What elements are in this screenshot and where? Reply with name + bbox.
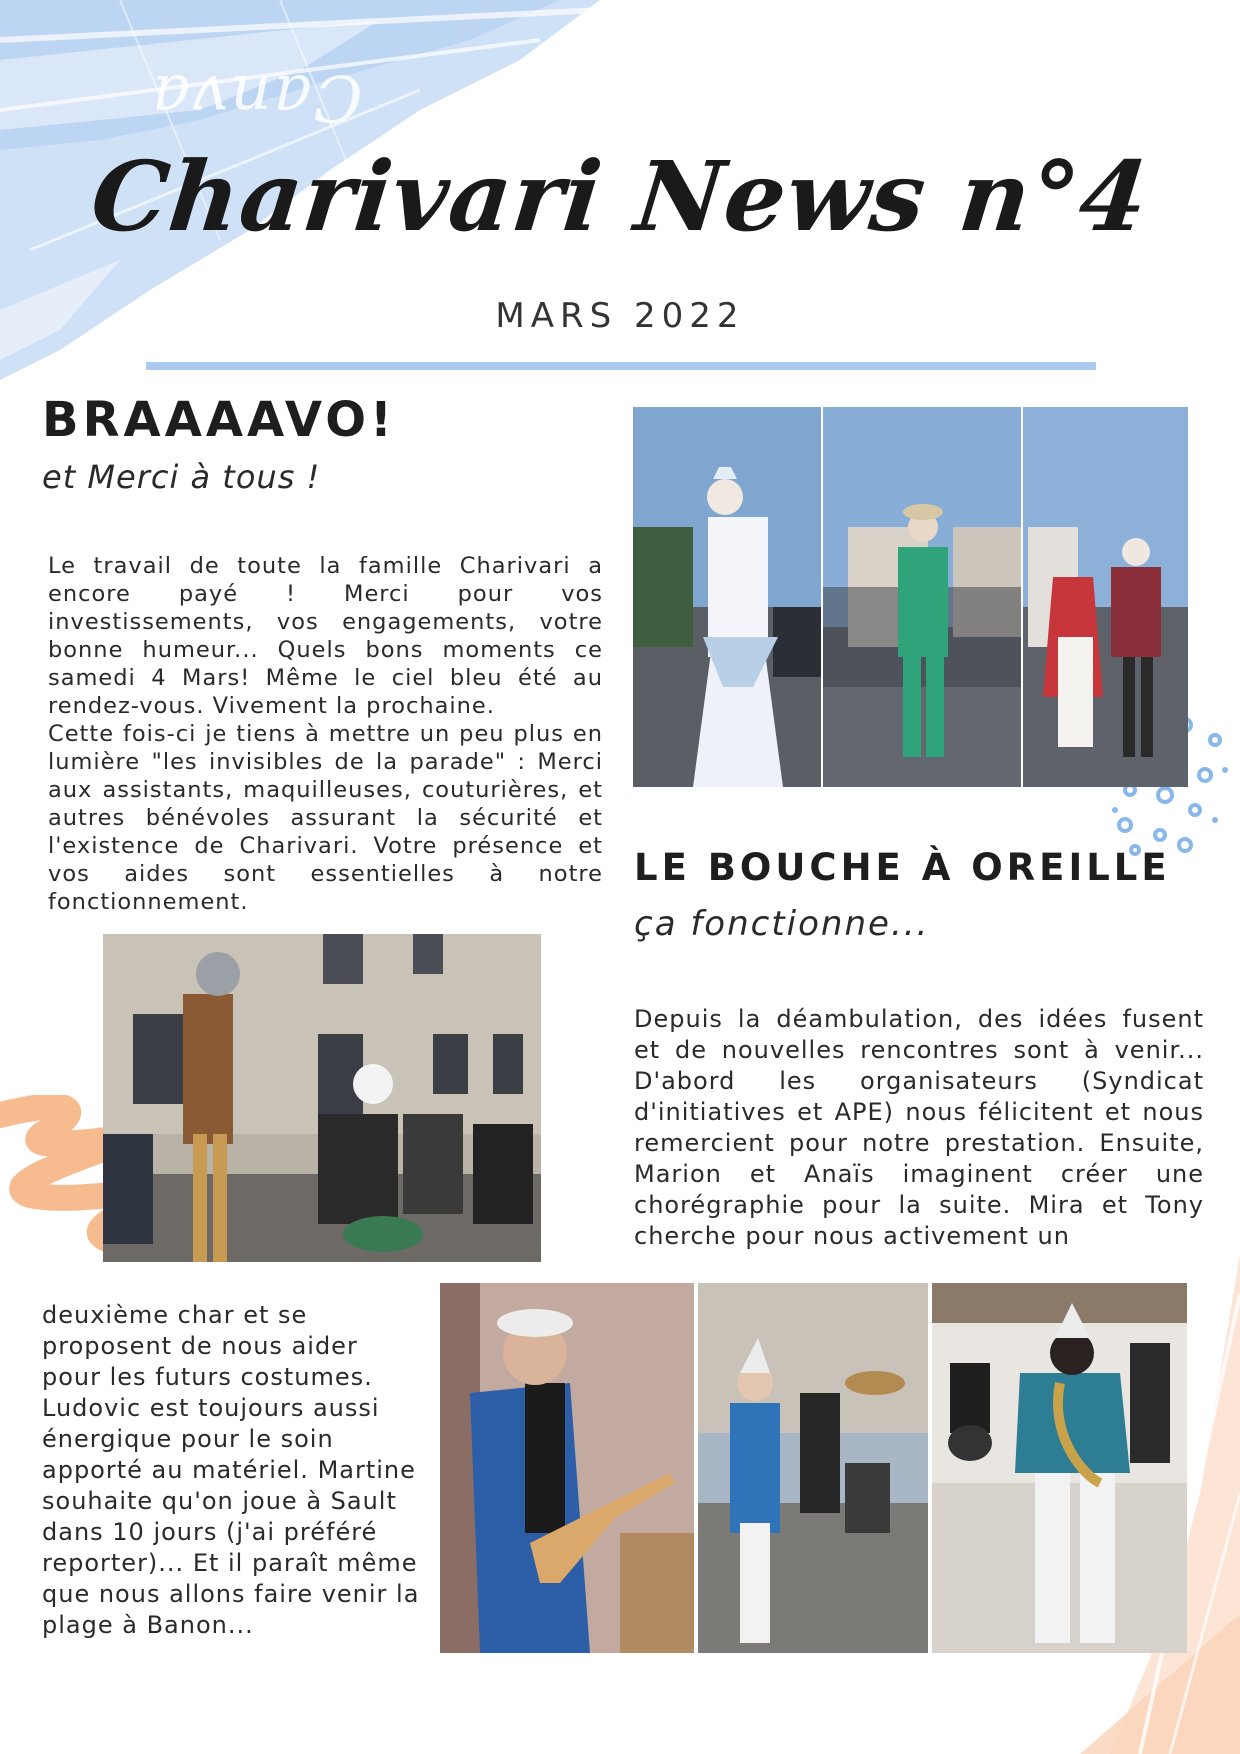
section2-body-continued: deuxième char et se proposent de nous aider pour les futurs costumes. Ludovic est toujours aussi énergique pour le soin apporté au matériel. Martine souhaite qu'on joue à Sault dans 10 jours (j'ai préféré reporter)... Et il paraît même que nous allons faire venir la plage à Banon... xyxy=(42,1301,420,1639)
photo-bass-player xyxy=(440,1283,694,1653)
photo-stilt-snow-queen xyxy=(633,407,821,787)
photo-stilt-green-costume xyxy=(823,407,1021,787)
section2-body: Depuis la déambulation, des idées fusent et de nouvelles rencontres sont à venir... D'abord les organisateurs (Syndicat d'initiatives et APE) nous félicitent et nous remercient pour notre prestation. Ensuite, Marion et Anaïs imaginent créer une chorégraphie pour la suite. Mira et Tony cherche pour nous activement un xyxy=(634,1005,1204,1250)
section2-subheading: ça fonctionne... xyxy=(634,904,930,944)
photo-stilt-red-riding-hood xyxy=(1023,407,1188,787)
section1-paragraph: Le travail de toute la famille Charivari a encore payé ! Merci pour vos investissements, vos engagements, votre bonne humeur... Quels bons moments ce samedi 4 Mars! Même le ciel bleu été au rendez-vous. Vivement la prochaine. xyxy=(48,553,603,719)
section2-heading: LE BOUCHE À OREILLE xyxy=(634,846,1171,889)
parade-photo-town-hall xyxy=(103,934,541,1262)
issue-date: MARS 2022 xyxy=(495,296,745,336)
section1-heading: BRAAAAVO! xyxy=(42,392,396,448)
header-divider xyxy=(146,362,1096,370)
parade-photo-collage-top xyxy=(633,407,1188,787)
band-photo-collage-bottom xyxy=(440,1283,1187,1653)
section1-subheading: et Merci à tous ! xyxy=(42,458,321,496)
watermark: Canva xyxy=(150,60,363,134)
photo-trumpet-player xyxy=(698,1283,928,1653)
newsletter-title: Charivari News n°4 xyxy=(86,140,1154,253)
photo-saxophone-player xyxy=(932,1283,1187,1653)
section1-body xyxy=(48,552,603,916)
section1-paragraph: Cette fois-ci je tiens à mettre un peu plus en lumière "les invisibles de la parade" : Merci aux assistants, maquilleuses, couturières, et autres bénévoles assurant la sécurité et l'existence de Charivari. Votre présence et vos aides sont essentielles à notre fonctionnement. xyxy=(48,721,603,915)
